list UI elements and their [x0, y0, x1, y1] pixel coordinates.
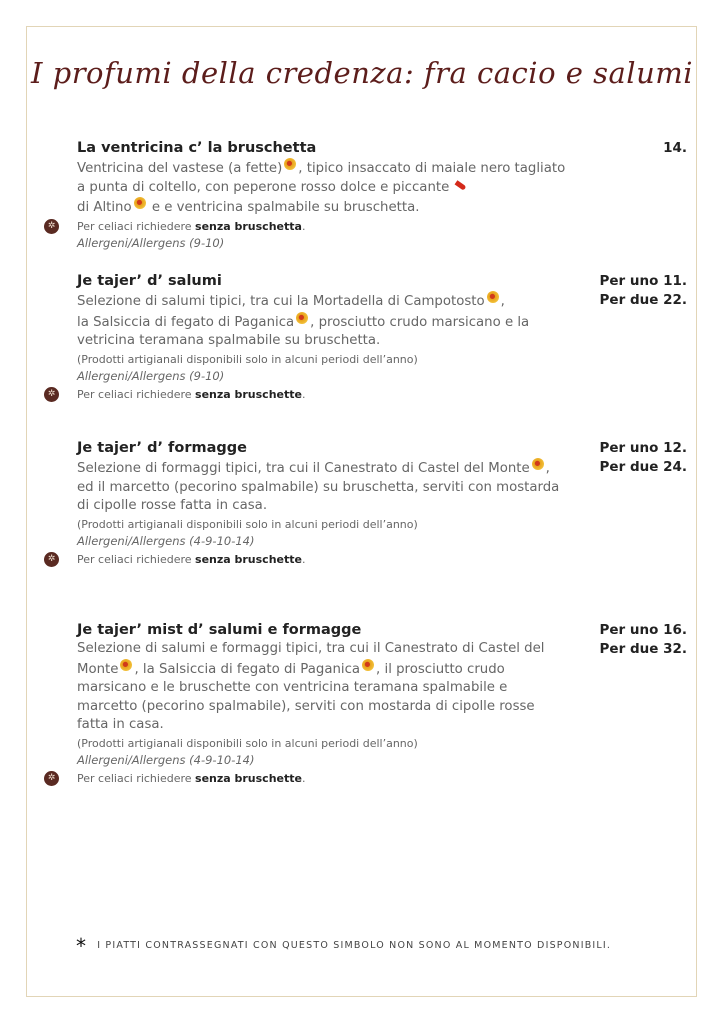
menu-item: [47, 139, 687, 253]
item-name: Je tajer’ mist d’ salumi e formagge: [77, 622, 362, 638]
item-description: Selezione di salumi e formaggi tipici, tra cui il Canestrato di Castel del Monte , la Salsiccia di fegato di Paganica , il prosciutto crudo marsicano e le bruschette con ventricina teramana spalmabile e marcetto (pecorino spalmabile), serviti con mostarda di cipolle rosse fatta in casa.: [77, 641, 545, 732]
menu-item: [47, 439, 687, 568]
celiac-note: ✲ Per celiaci richiedere senza bruschetta.: [77, 218, 687, 236]
item-price: Per uno 16. Per due 32.: [599, 622, 687, 657]
allergens: Allergeni/Allergens (4-9-10-14): [77, 753, 255, 767]
celiac-note: ✲ Per celiaci richiedere senza bruschette.: [77, 386, 687, 404]
item-description: Ventricina del vastese (a fette) , tipico insaccato di maiale nero tagliato a punta di coltello, con peperone rosso dolce e piccante di Altino e e ventricina spalmabile su bruschetta.: [77, 158, 567, 218]
allergens: Allergeni/Allergens (9-10): [77, 369, 225, 383]
item-name: Je tajer’ d’ salumi: [77, 273, 222, 289]
item-price: 14.: [663, 140, 687, 156]
footer-note: * I PIATTI CONTRASSEGNATI CON QUESTO SIMBOLO NON SONO AL MOMENTO DISPONIBILI.: [76, 934, 612, 958]
celiac-note: ✲ Per celiaci richiedere senza bruschette.: [77, 551, 687, 569]
slow-food-icon: [532, 458, 544, 470]
availability-note: (Prodotti artigianali disponibili solo in alcuni periodi dell’anno): [77, 736, 418, 750]
allergens: Allergeni/Allergens (9-10): [77, 236, 225, 250]
celiac-note: ✲ Per celiaci richiedere senza bruschette.: [77, 770, 687, 788]
menu-item: [47, 272, 687, 403]
gluten-free-icon: ✲: [44, 552, 59, 567]
slow-food-icon: [120, 659, 132, 671]
chili-pepper-icon: [455, 180, 467, 190]
item-description: Selezione di salumi tipici, tra cui la Mortadella di Campotosto , la Salsiccia di fegato di Paganica , prosciutto crudo marsicano e la vetricina teramana spalmabile su bruschetta.: [77, 291, 567, 351]
gluten-free-icon: ✲: [44, 219, 59, 234]
item-price: Per uno 11. Per due 22.: [599, 273, 687, 308]
item-price: Per uno 12. Per due 24.: [599, 440, 687, 475]
page-title: I profumi della credenza: fra cacio e salumi: [30, 56, 694, 90]
slow-food-icon: [284, 158, 296, 170]
item-name: Je tajer’ d’ formagge: [77, 440, 247, 456]
gluten-free-icon: ✲: [44, 771, 59, 786]
item-name: La ventricina c’ la bruschetta: [77, 140, 317, 156]
asterisk-icon: *: [76, 934, 88, 958]
slow-food-icon: [362, 659, 374, 671]
allergens: Allergeni/Allergens (4-9-10-14): [77, 534, 255, 548]
availability-note: (Prodotti artigianali disponibili solo in alcuni periodi dell’anno): [77, 517, 418, 531]
gluten-free-icon: ✲: [44, 387, 59, 402]
slow-food-icon: [487, 291, 499, 303]
slow-food-icon: [134, 197, 146, 209]
item-description: Selezione di formaggi tipici, tra cui il Canestrato di Castel del Monte , ed il marcetto (pecorino spalmabile) su bruschetta, serviti con mostarda di cipolle rosse fatta in casa.: [77, 458, 567, 516]
slow-food-icon: [296, 312, 308, 324]
availability-note: (Prodotti artigianali disponibili solo in alcuni periodi dell’anno): [77, 352, 418, 366]
menu-item: [47, 621, 687, 787]
